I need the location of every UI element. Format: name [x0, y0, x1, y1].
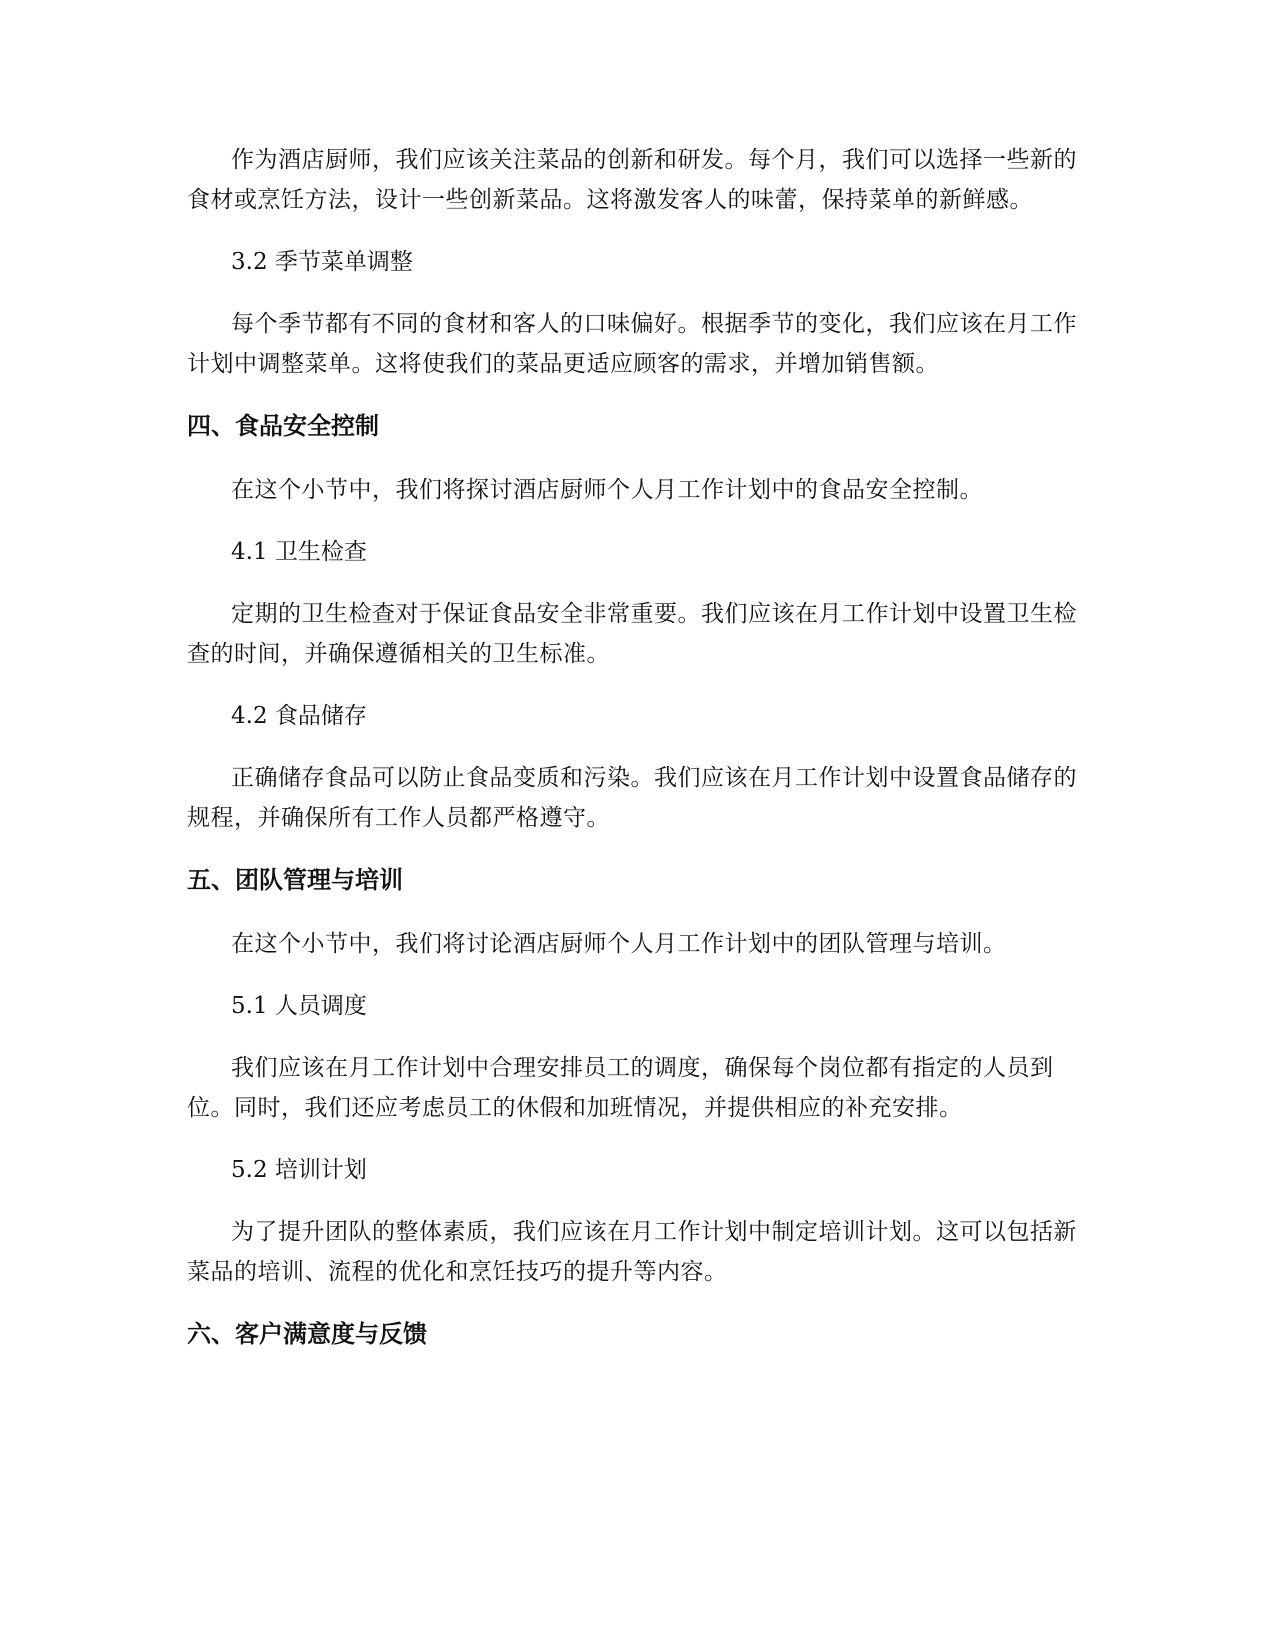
section-heading-5: 五、团队管理与培训 [187, 866, 403, 894]
document-page [187, 140, 1087, 1378]
paragraph-section-5-intro: 在这个小节中，我们将讨论酒店厨师个人月工作计划中的团队管理与培训。 [231, 931, 1007, 957]
paragraph-hygiene-check: 定期的卫生检查对于保证食品安全非常重要。我们应该在月工作计划中设置卫生检查的时间，并确保遵循相关的卫生标准。 [187, 601, 1077, 667]
paragraph-staff-scheduling: 我们应该在月工作计划中合理安排员工的调度，确保每个岗位都有指定的人员到位。同时，我们还应考虑员工的休假和加班情况，并提供相应的补充安排。 [187, 1055, 1054, 1121]
subheading-5-1: 5.1 人员调度 [231, 993, 367, 1019]
paragraph-food-storage: 正确储存食品可以防止食品变质和污染。我们应该在月工作计划中设置食品储存的规程，并确保所有工作人员都严格遵守。 [187, 765, 1077, 831]
paragraph-seasonal-menu: 每个季节都有不同的食材和客人的口味偏好。根据季节的变化，我们应该在月工作计划中调整菜单。这将使我们的菜品更适应顾客的需求，并增加销售额。 [187, 311, 1077, 377]
section-heading-6: 六、客户满意度与反馈 [187, 1320, 427, 1348]
section-heading-4: 四、食品安全控制 [187, 412, 379, 440]
subheading-3-2: 3.2 季节菜单调整 [231, 249, 413, 275]
paragraph-section-4-intro: 在这个小节中，我们将探讨酒店厨师个人月工作计划中的食品安全控制。 [231, 477, 983, 503]
subheading-4-2: 4.2 食品储存 [231, 703, 367, 729]
paragraph-training-plan: 为了提升团队的整体素质，我们应该在月工作计划中制定培训计划。这可以包括新菜品的培训、流程的优化和烹饪技巧的提升等内容。 [187, 1219, 1077, 1285]
paragraph-menu-innovation: 作为酒店厨师，我们应该关注菜品的创新和研发。每个月，我们可以选择一些新的食材或烹饪方法，设计一些创新菜品。这将激发客人的味蕾，保持菜单的新鲜感。 [187, 147, 1077, 213]
subheading-4-1: 4.1 卫生检查 [231, 539, 367, 565]
subheading-5-2: 5.2 培训计划 [231, 1157, 367, 1183]
